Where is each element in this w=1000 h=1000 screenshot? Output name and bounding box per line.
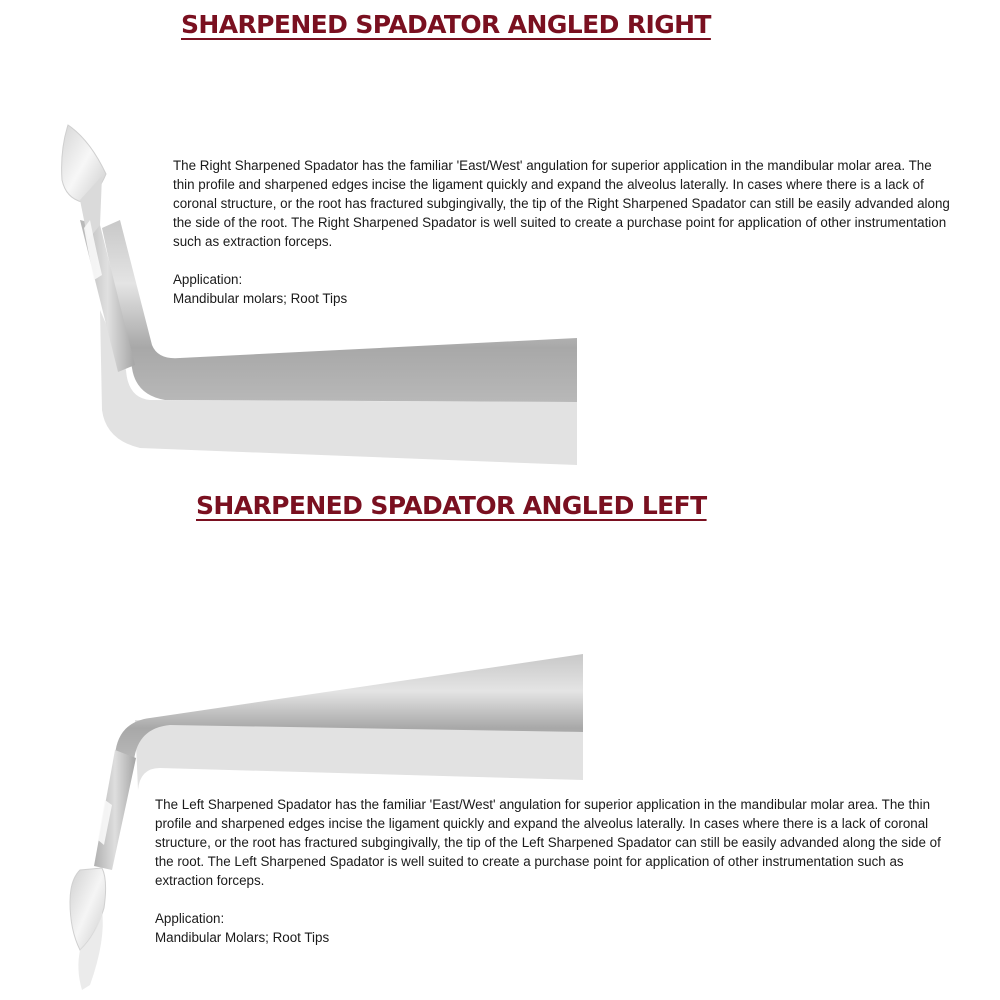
application-label: Application:: [155, 911, 225, 926]
application-value: Mandibular Molars; Root Tips: [155, 930, 330, 945]
section-title-angled-right: SHARPENED SPADATOR ANGLED RIGHT: [181, 10, 711, 39]
description-angled-right: [173, 156, 953, 308]
section-title-angled-left: SHARPENED SPADATOR ANGLED LEFT: [196, 491, 707, 520]
description-text: The Right Sharpened Spadator has the familiar 'East/West' angulation for superior application in the mandibular molar area. The thin profile and sharpened edges incise the ligament quickly and expand the alveolus laterally. In cases where there is a lack of coronal structure, or the root has fractured subgingivally, the tip of the Right Sharpened Spadator can still be easily advanded along the side of the root. The Right Sharpened Spadator is well suited to create a purchase point for application of other instrumentation such as extraction forceps.: [173, 158, 950, 249]
application-label: Application:: [173, 272, 243, 287]
application-value: Mandibular molars; Root Tips: [173, 291, 348, 306]
description-angled-left: [155, 795, 945, 947]
description-text: The Left Sharpened Spadator has the familiar 'East/West' angulation for superior application in the mandibular molar area. The thin profile and sharpened edges incise the ligament quickly and expand the alveolus laterally. In cases where there is a lack of coronal structure, or the root has fractured subgingivally, the tip of the Left Sharpened Spadator can still be easily advanded along the side of the root. The Left Sharpened Spadator is well suited to create a purchase point for application of other instrumentation such as extraction forceps.: [155, 797, 941, 888]
